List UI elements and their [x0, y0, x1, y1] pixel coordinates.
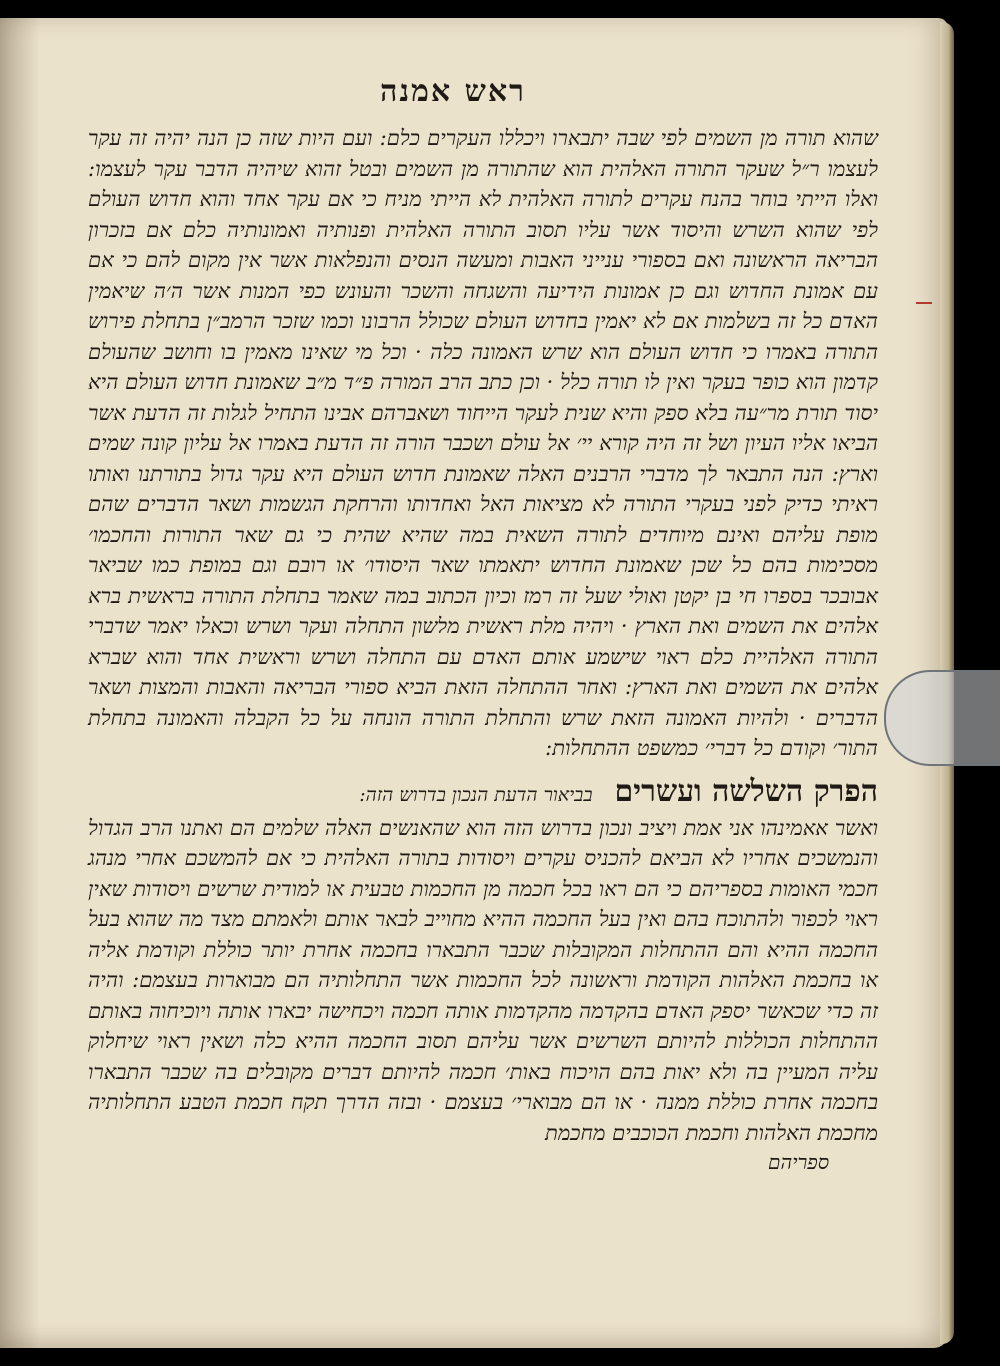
page-text-block: [88, 74, 878, 1175]
chapter-paragraph: ואשר אאמינהו אני אמת ויציב ונכון בדרוש הזה הוא שהאנשים האלה שלמים הם ואתנו הרב הגדול והנמשכים אחריו לא הביאם להכניס עקרים ויסודות בתורה האלהית כי אם להמשכם אחרי מנהג חכמי האומות בספריהם כי הם ראו בכל חכמה מן החכמות טבעית או למודית שרשים ויסודות שאין ראוי לכפור ולהתוכח בהם ואין בעל החכמה ההיא מחוייב לבאר אותם ולאמתם מצד מה שהוא בעל החכמה ההיא והם ההתחלות המקובלות שכבר התבארו בחכמה אחרת יותר כוללת וקודמת אליה או בחכמת האלהות הקודמת וראשונה לכל החכמות אשר התחלותיה הם מבוארות בעצמם: והיה זה כדי שכאשר יספק האדם בהקדמה מהקדמות אותה חכמה ויכחישה יבארו אותה ויוכיחוה באותם ההתחלות הכוללות להיותם השרשים אשר עליהם תסוב החכמה ההיא כלה ושאין ראוי שיחלוק עליה המעיין בה ולא יאות בהם הויכוח באות׳ חכמה להיותם דברים מקובלים בה שכבר התבארו בחכמה אחרת כוללת ממנה · או הם מבוארי׳ בעצמם · ובזה הדרך תקח חכמת הטבע התחלותיה מחכמת האלהות וחכמת הכוכבים מחכמת: [88, 815, 878, 1145]
chapter-heading-row: [88, 774, 878, 809]
page-clip: [884, 670, 1000, 766]
binding-shadow: [0, 18, 40, 1348]
red-margin-mark: [916, 302, 932, 304]
chapter-title: הפרק השלשה ועשרים: [614, 773, 878, 809]
chapter-subtitle: בביאור הדעת הנכון בדרוש הזה:: [359, 783, 593, 806]
catchword: ספריהם: [768, 1150, 830, 1174]
body-paragraph: שהוא תורה מן השמים לפי שבה יתבארו ויכללו העקרים כלם: ועם היות שזה כן הנה יהיה זה עקר לעצמו ר״ל שעקר התורה האלהית הוא שהתורה מן השמים ובטל זהוא שיהיה הדבר עקר לעצמו: ואלו הייתי בוחר בהנח עקרים לתורה האלהית לא הייתי מניח כי אם עקר אחד והוא חדוש העולם לפי שהוא השרש והיסוד אשר עליו תסוב התורה האלהית ופנותיה ואמונותיה כלם אם בזכרון הבריאה הראשונה ואם בספורי ענייני האבות ומעשה הנסים והנפלאות אשר אין מקום להם כי אם עם אמונת החדוש וגם כן אמונות הידיעה והשגחה והשכר והעונש כפי המנות אשר ה׳ה שיאמין האדם כל זה בשלמות אם לא יאמין בחדוש העולם שכולל הרבונו וכמו שזכר הרמב״ן בתחלת פירוש התורה באמרו כי חדוש העולם הוא שרש האמונה כלה · וכל מי שאינו מאמין בו וחושב שהעולם קדמון הוא כופר בעקר ואין לו תורה כלל · וכן כתב הרב המורה פ״ד מ״ב שאמונת חדוש העולם היא יסוד תורת מר״עה בלא ספק והיא שנית לעקר הייחוד ושאברהם אבינו התחיל לגלות זה הדעת אשר הביאו אליו העיון ושל זה היה קורא יי׳ אל עולם ושכבר הורה זה הדעת באמרו אל עליון קונה שמים וארץ: הנה התבאר לך מדברי הרבנים האלה שאמונת חדוש העולם היא עקר גדול בתורתנו ואותו ראיתי כדיק לפני בעקרי התורה לא מציאות האל ואחדותו והרחקת הגשמות ושאר הדברים שהם מופת עליהם ואינם מיוחדים לתורה השאית במה שהיא שהית כי גם שאר התורות והחכמו׳ מסכימות בהם כל שכן שאמונת החדוש יתאמתו שאר היסודו׳ או רובם וגם במופת כמו שביאר אבובכר בספרו חי בן יקטן ואולי שעל זה רמז וכיון הכתוב במה שאמר בתחלת התורה בראשית ברא אלהים את השמים ואת הארץ · ויהיה מלת ראשית מלשון התחלה ועקר ושרש וכאלו יאמר שדברי התורה האלהיית כלם ראוי שישמע אותם האדם עם התחלה ושרש וראשית אחד והוא שברא אלהים את השמים ואת הארץ: ואחר ההתחלה הזאת הביא ספורי הבריאה והאבות והמצות ושאר הדברים · ולהיות האמונה הזאת שרש והתחלת התורה הונחה על כל הקבלה והאמונה בתחלת התור׳ וקודם כל דברי׳ כמשפט ההתחלות:: [88, 126, 879, 760]
running-header: ראש אמנה: [380, 74, 526, 109]
